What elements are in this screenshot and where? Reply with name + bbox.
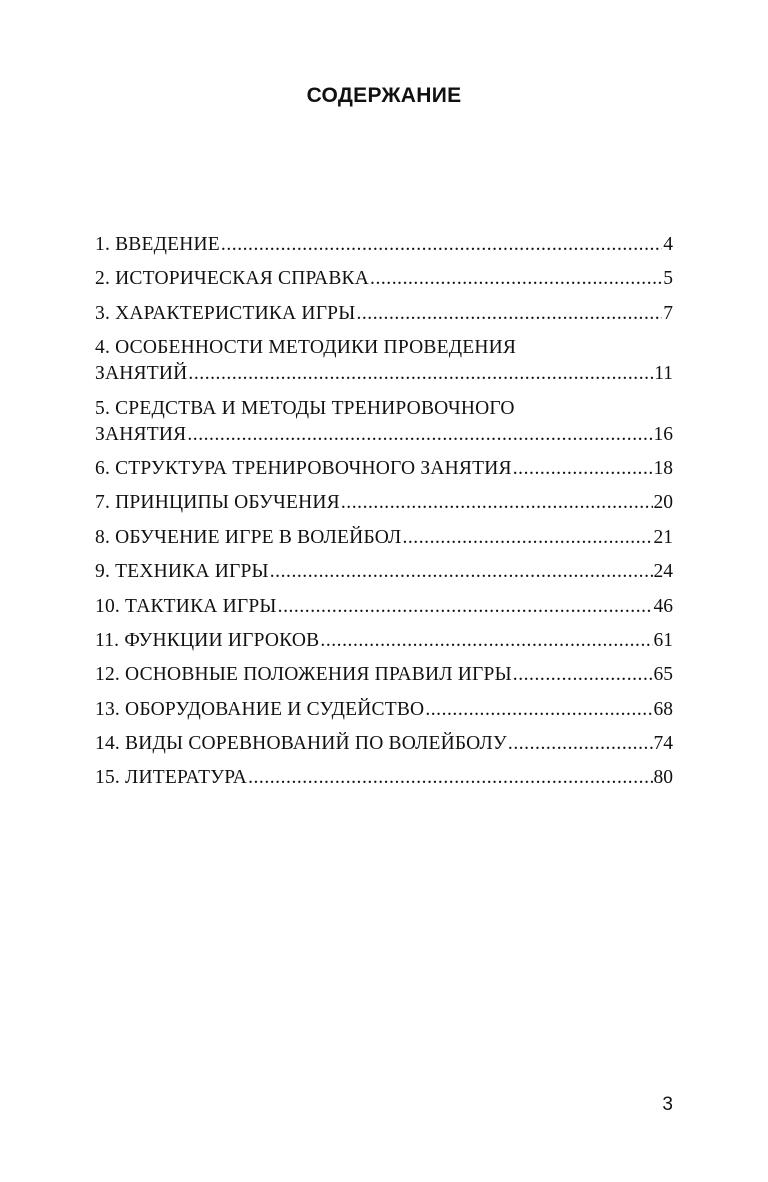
toc-entry-title: 6. СТРУКТУРА ТРЕНИРОВОЧНОГО ЗАНЯТИЯ [95,457,512,479]
page-title: СОДЕРЖАНИЕ [306,84,462,107]
toc-page-number: 74 [653,733,673,755]
toc-entry [95,396,673,448]
toc-entry-title: 12. ОСНОВНЫЕ ПОЛОЖЕНИЯ ПРАВИЛ ИГРЫ [95,664,512,686]
toc-page-number: 68 [653,698,673,720]
toc-entry [95,662,673,688]
toc-entry-title: 14. ВИДЫ СОРЕВНОВАНИЙ ПО ВОЛЕЙБОЛУ [95,733,507,755]
toc-entry-title: 2. ИСТОРИЧЕСКАЯ СПРАВКА [95,268,370,290]
toc-entry-title-first-line: 4. ОСОБЕННОСТИ МЕТОДИКИ ПРОВЕДЕНИЯ [95,337,517,359]
toc-entry [95,628,673,654]
toc-entry [95,697,673,723]
toc-page-number: 61 [653,629,673,651]
toc-entry-line [95,232,673,258]
toc-page-number: 18 [653,457,673,479]
toc-dot-leader [508,731,653,757]
toc-entry-line [95,628,673,654]
toc-dot-leader [278,594,653,620]
toc-entry [95,301,673,327]
toc-entry-line [95,490,673,516]
toc-entry [95,731,673,757]
toc-page-number: 11 [654,363,673,385]
toc-entry-title: 9. ТЕХНИКА ИГРЫ [95,561,269,583]
toc-page-number: 20 [653,492,673,514]
toc-entry [95,335,673,387]
toc-entry-line [95,361,673,387]
toc-dot-leader [221,232,662,258]
toc-dot-leader [513,662,653,688]
toc-entry-line [95,662,673,688]
toc-entry [95,456,673,482]
toc-page-number: 21 [653,526,673,548]
toc-entry [95,765,673,791]
toc-page-number: 24 [653,561,673,583]
toc-entry [95,266,673,292]
toc-dot-leader [425,697,652,723]
table-of-contents [95,232,673,800]
toc-page-number: 16 [653,423,673,445]
toc-entry-line [95,266,673,292]
toc-entry-title: 11. ФУНКЦИИ ИГРОКОВ [95,629,320,651]
toc-entry-title: ЗАНЯТИЙ [95,363,188,385]
toc-dot-leader [248,765,652,791]
toc-entry-title: ЗАНЯТИЯ [95,423,187,445]
toc-entry [95,594,673,620]
toc-entry-title: 3. ХАРАКТЕРИСТИКА ИГРЫ [95,302,356,324]
toc-dot-leader [356,301,662,327]
toc-entry-line [95,697,673,723]
toc-dot-leader [341,490,653,516]
toc-dot-leader [402,525,652,551]
toc-entry-title: 15. ЛИТЕРАТУРА [95,767,248,789]
toc-entry-line [95,456,673,482]
toc-page-number: 46 [653,595,673,617]
toc-entry-line [95,559,673,585]
toc-dot-leader [187,422,652,448]
toc-dot-leader [370,266,662,292]
toc-entry-title: 8. ОБУЧЕНИЕ ИГРЕ В ВОЛЕЙБОЛ [95,526,402,548]
toc-page-number: 4 [663,234,673,255]
toc-dot-leader [188,361,653,387]
toc-entry-line [95,422,673,448]
toc-entry [95,232,673,258]
toc-entry [95,490,673,516]
toc-dot-leader [513,456,653,482]
toc-entry-line [95,525,673,551]
toc-page-number: 65 [653,664,673,686]
toc-entry-title: 7. ПРИНЦИПЫ ОБУЧЕНИЯ [95,492,340,514]
toc-entry-title-first-line: 5. СРЕДСТВА И МЕТОДЫ ТРЕНИРОВОЧНОГО [95,397,515,419]
toc-dot-leader [320,628,652,654]
toc-entry-line [95,731,673,757]
toc-entry-line [95,594,673,620]
toc-page-number: 7 [663,302,673,324]
toc-entry [95,559,673,585]
toc-entry-line [95,765,673,791]
toc-entry-title: 13. ОБОРУДОВАНИЕ И СУДЕЙСТВО [95,698,425,720]
toc-entry-line [95,301,673,327]
toc-entry-title: 10. ТАКТИКА ИГРЫ [95,595,277,617]
toc-entry [95,525,673,551]
toc-entry-title: 1. ВВЕДЕНИЕ [95,234,220,255]
toc-dot-leader [270,559,653,585]
toc-page-number: 80 [653,767,673,789]
page-number: 3 [662,1094,673,1115]
toc-page-number: 5 [663,268,673,290]
